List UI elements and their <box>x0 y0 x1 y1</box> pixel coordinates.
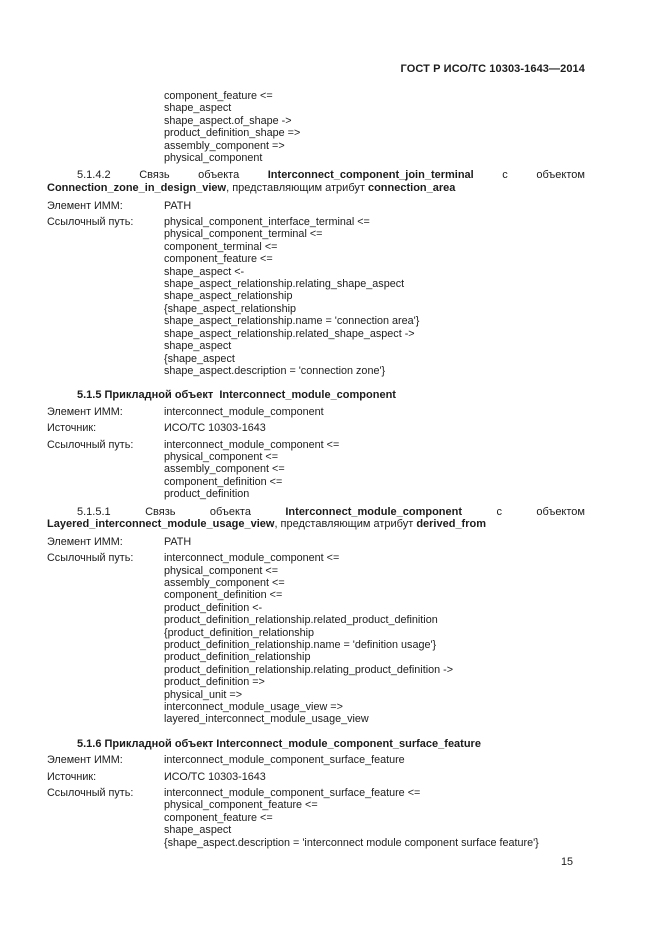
path-line: physical_component <box>164 152 263 165</box>
doc-code-header: ГОСТ Р ИСО/ТС 10303-1643—2014 <box>400 63 585 75</box>
path-line: {shape_aspect.description = 'interconnect module component surface feature'} <box>164 836 539 849</box>
reference-path-label: Ссылочный путь: <box>47 552 134 565</box>
imm-element-label: Элемент ИММ: <box>47 754 123 767</box>
path-line: physical_component_interface_terminal <= <box>164 216 370 229</box>
path-line: component_feature <= <box>164 811 273 824</box>
path-line: product_definition_relationship.name = 'definition usage'} <box>164 639 437 651</box>
imm-element-row <box>47 754 585 766</box>
path-line: {shape_aspect <box>164 352 235 365</box>
reference-path-row <box>47 787 585 849</box>
path-line: assembly_component => <box>164 139 285 152</box>
reference-path-lines <box>164 787 585 849</box>
path-line: layered_interconnect_module_usage_view <box>164 713 369 726</box>
path-line: product_definition_relationship <box>164 651 311 664</box>
source-row <box>47 422 585 434</box>
heading-segment: Interconnect_module_component <box>285 505 463 518</box>
path-line: {shape_aspect_relationship <box>164 302 297 315</box>
relation-heading-5-1-4-2 <box>47 169 585 194</box>
heading-segment: объекта <box>209 505 251 518</box>
path-line: shape_aspect <box>164 102 232 115</box>
source-value: ИСО/ТС 10303-1643 <box>164 770 266 783</box>
path-line: product_definition => <box>164 676 265 689</box>
heading-segment: объектом <box>536 505 585 518</box>
path-line: interconnect_module_component <= <box>164 438 340 451</box>
heading-segment: с <box>496 505 502 518</box>
relation-heading-5-1-5-1 <box>47 506 585 531</box>
path-line: shape_aspect.description = 'connection zone'} <box>164 364 386 377</box>
path-line: shape_aspect_relationship.related_shape_aspect -> <box>164 327 415 340</box>
path-line: shape_aspect <- <box>164 265 245 278</box>
section-heading-5-1-6: 5.1.6 Прикладной объект Interconnect_module_component_surface_feature <box>77 737 481 750</box>
reference-path-label: Ссылочный путь: <box>47 787 134 800</box>
path-line: product_definition_relationship.related_product_definition <box>164 614 438 627</box>
imm-element-value: PATH <box>164 199 192 212</box>
heading-segment: объектом <box>536 169 585 182</box>
path-continuation-block <box>47 90 585 164</box>
source-row <box>47 771 585 783</box>
path-line: product_definition <- <box>164 601 263 614</box>
document-body <box>47 90 585 849</box>
path-line: interconnect_module_component <= <box>164 552 340 565</box>
imm-element-row <box>47 406 585 418</box>
path-line: physical_component <= <box>164 564 279 577</box>
path-line: physical_component_terminal <= <box>164 228 323 241</box>
source-value: ИСО/ТС 10303-1643 <box>164 422 266 435</box>
imm-element-value: interconnect_module_component <box>164 405 324 418</box>
reference-path-lines <box>164 216 585 377</box>
reference-path-label: Ссылочный путь: <box>47 216 134 229</box>
heading-segment: 5.1.4.2 <box>77 169 111 182</box>
path-line: physical_component_feature <= <box>164 799 318 812</box>
path-line: component_definition <= <box>164 589 283 602</box>
path-line: assembly_component <= <box>164 576 285 589</box>
imm-element-value: PATH <box>164 535 192 548</box>
page-number: 15 <box>560 856 573 868</box>
heading-segment: Layered_interconnect_module_usage_view <box>47 518 275 531</box>
relation-heading-line2 <box>47 182 585 195</box>
imm-element-label: Элемент ИММ: <box>47 535 123 548</box>
heading-segment: Connection_zone_in_design_view <box>47 182 227 195</box>
heading-segment: connection_area <box>367 182 456 195</box>
path-line: product_definition <box>164 488 250 501</box>
reference-path-row <box>47 439 585 501</box>
path-line: product_definition_shape => <box>164 127 301 140</box>
heading-segment: , представляющим атрибут <box>274 518 417 531</box>
imm-element-row <box>47 200 585 212</box>
path-line: component_feature <= <box>164 253 273 266</box>
heading-segment: Interconnect_component_join_terminal <box>267 169 474 182</box>
imm-element-row <box>47 536 585 548</box>
source-label: Источник: <box>47 422 97 435</box>
path-line: physical_component <= <box>164 450 279 463</box>
path-line: component_definition <= <box>164 475 283 488</box>
path-line: component_feature <= <box>164 90 273 102</box>
path-line: {product_definition_relationship <box>164 626 315 639</box>
path-line: shape_aspect_relationship.relating_shape_aspect <box>164 278 405 291</box>
heading-segment: с <box>502 169 508 182</box>
reference-path-row <box>47 216 585 377</box>
relation-heading-line2 <box>47 518 585 531</box>
imm-element-label: Элемент ИММ: <box>47 199 123 212</box>
relation-heading-line1 <box>47 169 585 182</box>
reference-path-lines <box>164 439 585 501</box>
heading-segment: объекта <box>198 169 240 182</box>
page-content <box>47 63 585 849</box>
section-heading-5-1-5: 5.1.5 Прикладной объект Interconnect_module_component <box>77 389 396 402</box>
path-line: shape_aspect_relationship.name = 'connection area'} <box>164 315 420 328</box>
reference-path-row <box>47 552 585 726</box>
path-line: physical_unit => <box>164 688 243 701</box>
path-line: shape_aspect.of_shape -> <box>164 114 292 127</box>
path-line: interconnect_module_component_surface_feature <= <box>164 787 421 800</box>
relation-heading-line1 <box>47 506 585 519</box>
source-label: Источник: <box>47 770 97 783</box>
heading-segment: , представляющим атрибут <box>226 182 368 195</box>
heading-segment: derived_from <box>416 518 487 531</box>
imm-element-label: Элемент ИММ: <box>47 405 123 418</box>
path-line: assembly_component <= <box>164 463 285 476</box>
reference-path-lines <box>164 552 585 726</box>
path-line: component_terminal <= <box>164 240 278 253</box>
path-line: shape_aspect <box>164 340 232 353</box>
imm-element-value: interconnect_module_component_surface_feature <box>164 754 405 767</box>
path-line: shape_aspect <box>164 824 232 837</box>
path-line: product_definition_relationship.relating_product_definition -> <box>164 663 454 676</box>
reference-path-label: Ссылочный путь: <box>47 438 134 451</box>
heading-segment: Связь <box>139 169 170 182</box>
path-line: shape_aspect_relationship <box>164 290 293 303</box>
heading-segment: Связь <box>145 505 176 518</box>
heading-segment: 5.1.5.1 <box>77 505 111 518</box>
path-line: interconnect_module_usage_view => <box>164 701 343 714</box>
